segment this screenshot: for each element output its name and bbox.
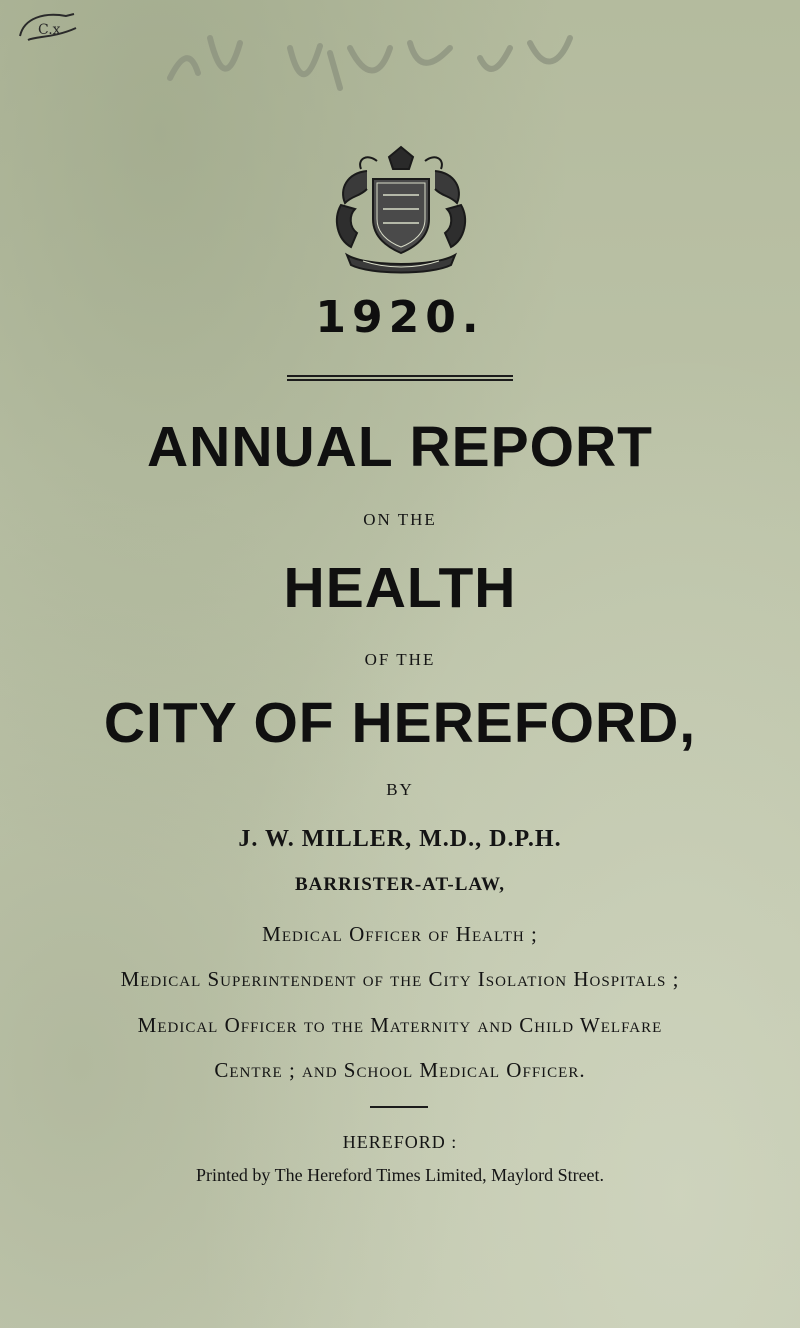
short-rule-divider — [370, 1106, 428, 1108]
role-line-3: Medical Officer to the Maternity and Child Welfare — [137, 1013, 663, 1037]
of-the-text: OF THE — [364, 650, 436, 669]
library-stamp-mark — [14, 6, 84, 50]
role-line-4: Centre ; and School Medical Officer. — [214, 1058, 586, 1082]
svg-text:C.x: C.x — [38, 22, 61, 38]
report-title: ANNUAL REPORT — [147, 415, 653, 479]
faded-handwriting — [150, 18, 590, 96]
role-line-1: Medical Officer of Health ; — [262, 922, 538, 946]
city-name: CITY OF HEREFORD, — [103, 691, 697, 755]
imprint-place: HEREFORD : — [342, 1132, 458, 1152]
report-subject: HEALTH — [283, 556, 517, 620]
city-coat-of-arms-icon — [327, 143, 475, 275]
report-year: 1920. — [315, 292, 485, 343]
role-line-2: Medical Superintendent of the City Isolation Hospitals ; — [120, 967, 680, 991]
double-rule-divider — [287, 375, 513, 381]
printer-imprint: Printed by The Hereford Times Limited, Maylord Street. — [195, 1165, 605, 1185]
by-text: BY — [386, 780, 414, 799]
author-credential: BARRISTER-AT-LAW, — [294, 874, 506, 895]
author-name: J. W. MILLER, M.D., D.P.H. — [238, 826, 562, 852]
on-the-text: ON THE — [363, 510, 437, 529]
